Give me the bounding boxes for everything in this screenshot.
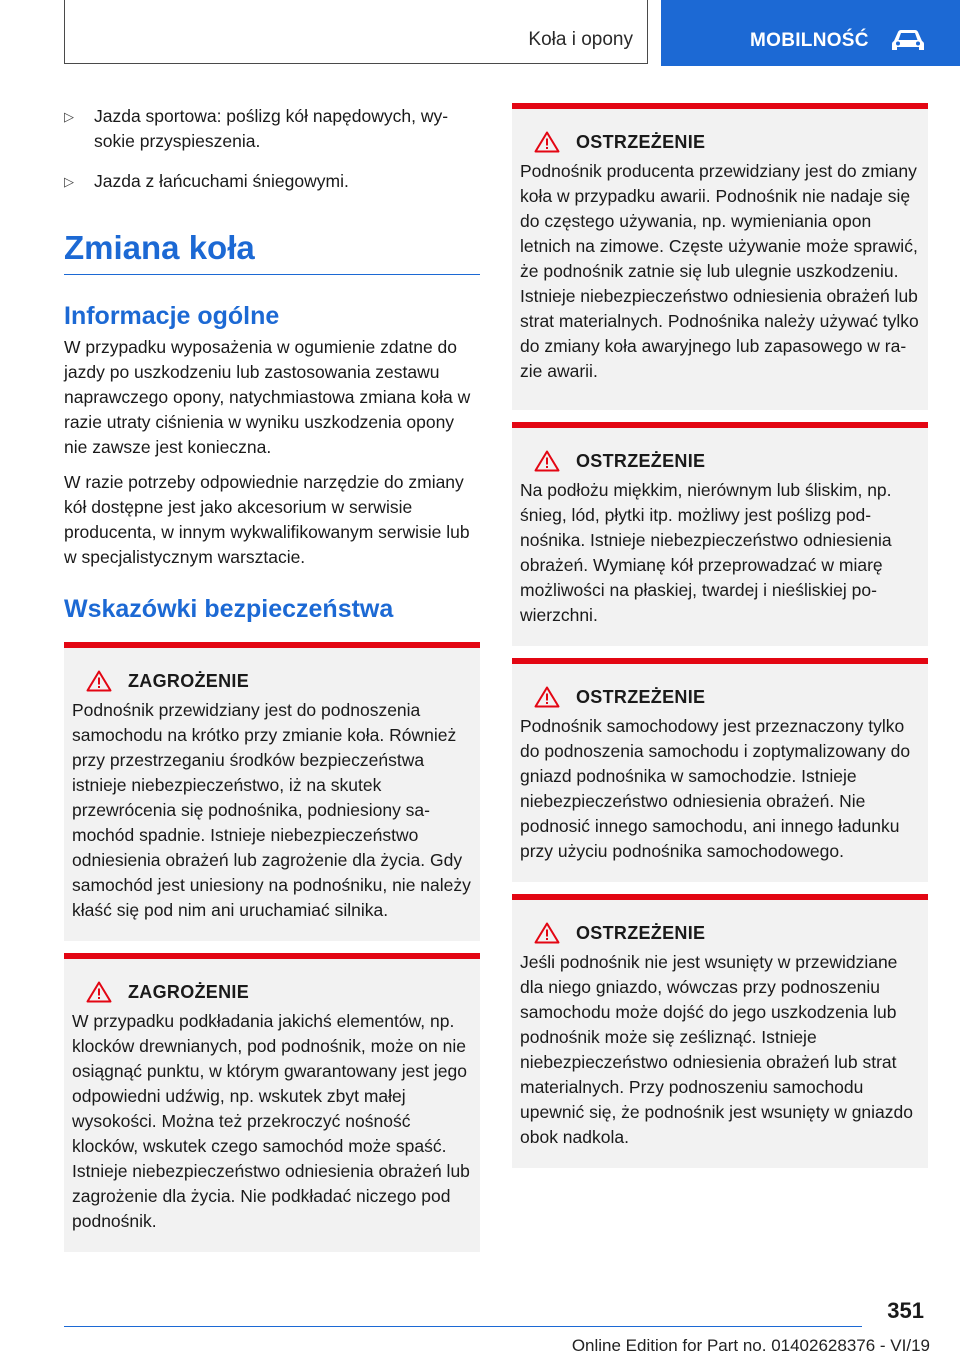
section-title: Koła i opony bbox=[528, 29, 633, 50]
chapter-title: Zmiana koła bbox=[64, 228, 480, 275]
warning-box bbox=[512, 658, 928, 882]
section-heading-safety: Wskazówki bezpieczeństwa bbox=[64, 595, 394, 623]
page-header bbox=[0, 0, 960, 66]
warning-triangle-icon bbox=[534, 131, 560, 153]
paragraph: W przypadku wyposażenia w ogumienie zdatne do jazdy po uszkodzeniu lub zastosowania zestawu naprawczego opony, natychmiastowa zmiana koła w razie utraty ciśnienia w wyniku uszkodzenia opony nie zawsze jest konieczna. bbox=[64, 337, 471, 457]
warning-triangle-icon bbox=[534, 922, 560, 944]
footer-divider bbox=[64, 1326, 862, 1327]
triangle-bullet-icon: ▷ bbox=[64, 109, 74, 124]
list-item-text: Jazda sportowa: poślizg kół napędowych, wysokie przyspieszenia. bbox=[94, 106, 449, 151]
warning-text: Podnośnik producenta przewidziany jest do zmiany koła w przypadku awarii. Podnośnik nie nadaje się do częstego używania, np. wymieniania opon letnich na zimowe. Częste używanie może sprawić, że podnośnik zatnie się lub ulegnie uszkodzeniu. Istnieje niebezpieczeństwo odniesienia obrażeń lub strat materialnych. Podnośnika należy używać tylko do zmiany koła awaryjnego lub zapasowego w razie awarii. bbox=[520, 161, 919, 381]
warning-text: Podnośnik samochodowy jest przeznaczony tylko do podnoszenia samochodu i zoptymalizowany do gniazd podnośnika w samochodzie. Istnieje niebezpieczeństwo odniesienia obrażeń. Nie podnosić innego samochodu, ani innego ładunku przy użyciu podnośnika samochodowego. bbox=[520, 716, 911, 861]
section-box bbox=[64, 0, 648, 64]
warning-text: Na podłożu miękkim, nierównym lub śliskim, np. śnieg, lód, płytki itp. możliwy jest poślizg podnośnika. Istnieje niebezpieczeństwo odniesienia obrażeń. Wymianę kół przeprowadzać w miarę możliwości na płaskiej, twardej i nieśliskiej powierzchni. bbox=[520, 480, 892, 625]
warning-box bbox=[512, 894, 928, 1168]
list-item bbox=[64, 104, 480, 154]
danger-title: ZAGROŻENIE bbox=[128, 981, 250, 1002]
danger-box bbox=[64, 642, 480, 941]
warning-triangle-icon bbox=[86, 670, 112, 692]
left-column bbox=[64, 96, 480, 1264]
danger-text: W przypadku podkładania jakichś elementów, np. klocków drewnianych, pod podnośnik, może on nie osiągnąć punktu, w którym gwarantowany jest jego odpowiedni udźwig, np. wskutek zbyt małej wysokości. Można też przekroczyć nośność klocków, wskutek czego samochód może spaść. Istnieje niebezpieczeństwo odniesienia obrażeń lub zagrożenie dla życia. Nie podkładać niczego pod podnośnik. bbox=[72, 1011, 470, 1231]
warning-triangle-icon bbox=[534, 686, 560, 708]
warning-title: OSTRZEŻENIE bbox=[576, 131, 706, 152]
danger-title: ZAGROŻENIE bbox=[128, 670, 250, 691]
warning-title: OSTRZEŻENIE bbox=[576, 450, 706, 471]
paragraph: W razie potrzeby odpowiednie narzędzie do zmiany kół dostępne jest jako akcesorium w serwisie producenta, w innym wykwalifikowanym serwisie lub w specjalistycznym warsztacie. bbox=[64, 472, 470, 567]
list-item-text: Jazda z łańcuchami śniegowymi. bbox=[94, 171, 349, 191]
chapter-tab-label: MOBILNOŚĆ bbox=[750, 30, 869, 51]
section-heading: Informacje ogólne bbox=[64, 302, 280, 330]
warning-box bbox=[512, 422, 928, 646]
page-number: 351 bbox=[887, 1298, 924, 1323]
danger-box bbox=[64, 953, 480, 1252]
warning-text: Jeśli podnośnik nie jest wsunięty w przewidziane dla niego gniazdo, wówczas przy podnoszeniu samochodu może dojść do jego uszkodzenia lub podnośnik może się ześliznąć. Istnieje niebezpieczeństwo odniesienia obrażeń lub strat materialnych. Przy podnoszeniu samochodu upewnić się, że podnośnik jest wsunięty w gniazdo obok nadkola. bbox=[520, 952, 913, 1147]
edition-note: Online Edition for Part no. 01402628376 - VI/19 bbox=[571, 1336, 930, 1355]
danger-text: Podnośnik przewidziany jest do podnoszenia samochodu na krótko przy zmianie koła. Również przy przestrzeganiu środków bezpieczeństwa istnieje niebezpieczeństwo, iż na skutek przewrócenia się podnośnika, podniesiony samochód spadnie. Istnieje niebezpieczeństwo odniesienia obrażeń lub zagrożenie dla życia. Gdy samochód jest uniesiony na podnośniku, nie należy kłaść się pod nim ani uruchamiać silnika. bbox=[72, 700, 471, 920]
list-item bbox=[64, 169, 480, 194]
warning-box bbox=[512, 103, 928, 410]
warning-title: OSTRZEŻENIE bbox=[576, 686, 706, 707]
chapter-tab bbox=[661, 0, 960, 66]
warning-triangle-icon bbox=[86, 981, 112, 1003]
warning-triangle-icon bbox=[534, 450, 560, 472]
car-icon bbox=[890, 28, 926, 52]
triangle-bullet-icon: ▷ bbox=[64, 174, 74, 189]
right-column bbox=[512, 103, 928, 1180]
warning-title: OSTRZEŻENIE bbox=[576, 922, 706, 943]
